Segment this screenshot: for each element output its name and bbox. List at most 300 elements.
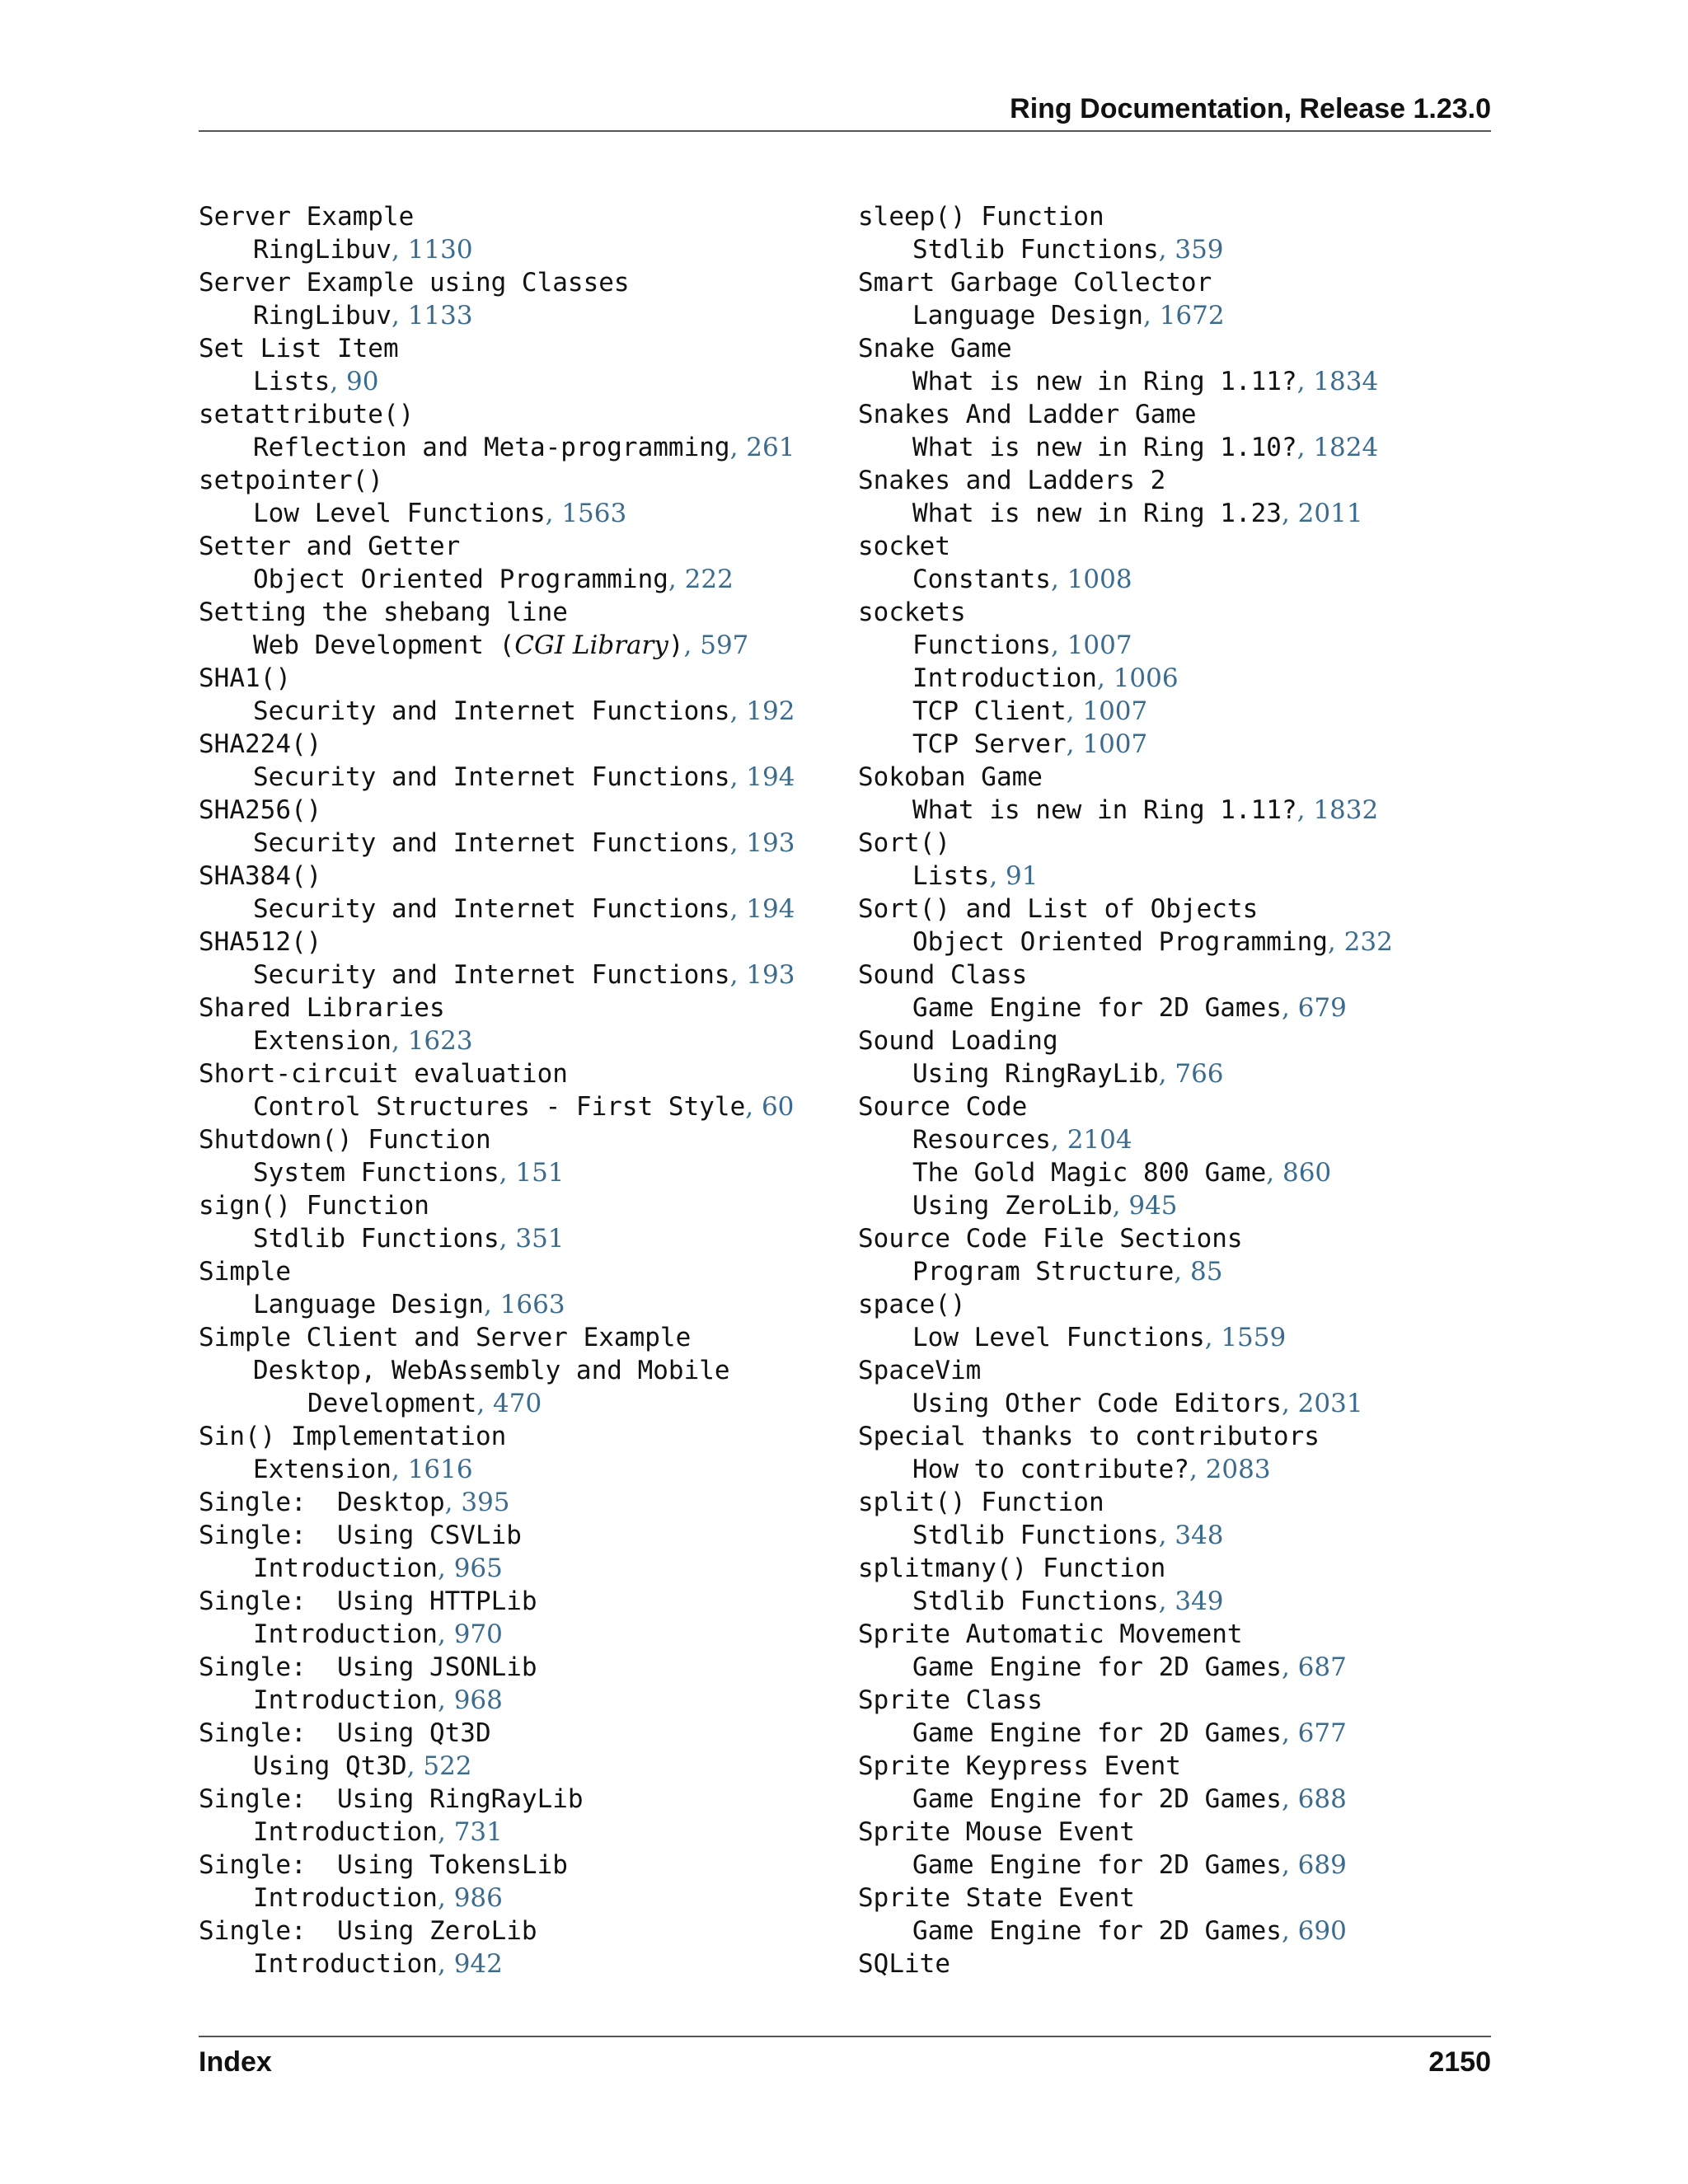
- index-subentry: [858, 1189, 1484, 1222]
- page-separator: ,: [437, 1619, 454, 1649]
- page-link[interactable]: 351: [515, 1224, 565, 1254]
- page-separator: ,: [1158, 1586, 1175, 1616]
- page-link[interactable]: 222: [684, 565, 734, 594]
- page-link[interactable]: 194: [746, 762, 795, 792]
- page-link[interactable]: 679: [1297, 993, 1347, 1023]
- page-link[interactable]: 470: [493, 1389, 542, 1418]
- index-term: [858, 266, 1484, 299]
- page-link[interactable]: 194: [746, 894, 795, 924]
- entry-text: Server Example: [199, 202, 415, 232]
- entry-text: Control Structures - First Style: [253, 1092, 746, 1122]
- page-link[interactable]: 1563: [561, 499, 627, 528]
- entry-text: Program Structure: [912, 1257, 1175, 1286]
- index-term: [858, 893, 1484, 926]
- entry-text: RingLibuv: [253, 301, 392, 330]
- index-term: [858, 596, 1484, 629]
- page-separator: ,: [1050, 565, 1067, 594]
- entry-text: Simple: [199, 1257, 291, 1286]
- entry-text: Server Example using Classes: [199, 268, 630, 298]
- entry-text: Introduction: [253, 1685, 438, 1715]
- footer-page-number: 2150: [1428, 2046, 1491, 2078]
- entry-text: Extension: [253, 1026, 392, 1056]
- page-separator: ,: [1266, 1158, 1282, 1188]
- entry-text: Single: Using RingRayLib: [199, 1784, 584, 1814]
- entry-text-after: ): [668, 630, 684, 660]
- index-term: [199, 530, 825, 563]
- index-term: [199, 1519, 825, 1552]
- page-separator: ,: [989, 861, 1006, 891]
- index-subentry: [858, 1519, 1484, 1552]
- index-subentry: [199, 1288, 825, 1321]
- index-term: [199, 464, 825, 497]
- page-separator: ,: [1281, 1916, 1298, 1946]
- index-term: [199, 398, 825, 431]
- index-term: [858, 1354, 1484, 1387]
- index-term: [199, 1651, 825, 1684]
- page-link[interactable]: 395: [461, 1488, 510, 1517]
- entry-text: Introduction: [253, 1619, 438, 1649]
- index-subentry: [858, 926, 1484, 958]
- index-subentry: [199, 497, 825, 530]
- page-separator: ,: [1112, 1191, 1129, 1221]
- entry-text: Sort(): [858, 828, 950, 858]
- page-link[interactable]: 731: [453, 1817, 503, 1847]
- page-link[interactable]: 60: [761, 1092, 795, 1122]
- page-link[interactable]: 945: [1128, 1191, 1178, 1221]
- entry-text: Reflection and Meta-programming: [253, 433, 730, 462]
- page-link[interactable]: 261: [746, 433, 795, 462]
- page-link[interactable]: 90: [346, 367, 379, 396]
- index-term: [199, 728, 825, 761]
- index-term: [199, 1585, 825, 1618]
- index-subentry: [199, 1816, 825, 1849]
- entry-text: Security and Internet Functions: [253, 828, 730, 858]
- page-separator: ,: [1066, 729, 1083, 759]
- index-subentry: [858, 1783, 1484, 1816]
- entry-text: Resources: [912, 1125, 1051, 1155]
- index-subentry: [858, 1255, 1484, 1288]
- running-header-title: Ring Documentation, Release 1.23.0: [1010, 93, 1491, 124]
- index-subentry: [199, 1222, 825, 1255]
- page-separator: ,: [1296, 367, 1314, 396]
- page-link[interactable]: 2031: [1297, 1389, 1363, 1418]
- index-subentry: [199, 761, 825, 794]
- page-separator: ,: [1281, 1652, 1298, 1682]
- entry-text: Single: Using TokensLib: [199, 1850, 568, 1880]
- page-link[interactable]: 1672: [1159, 301, 1225, 330]
- entry-text: Introduction: [253, 1883, 438, 1913]
- entry-text: Using Qt3D: [253, 1751, 407, 1781]
- index-subentry: [199, 1024, 825, 1057]
- index-term: [199, 1123, 825, 1156]
- page-separator: ,: [1281, 993, 1298, 1023]
- index-term: [199, 1189, 825, 1222]
- index-subentry: [858, 1585, 1484, 1618]
- entry-text: sign() Function: [199, 1191, 429, 1221]
- entry-text: Game Engine for 2D Games: [912, 993, 1282, 1023]
- page-separator: ,: [406, 1751, 424, 1781]
- index-subentry: [858, 1057, 1484, 1090]
- page-link[interactable]: 1006: [1113, 663, 1179, 693]
- page-separator: ,: [391, 1455, 408, 1484]
- page-separator: ,: [1204, 1323, 1221, 1352]
- page-separator: ,: [1281, 1718, 1298, 1748]
- page-link[interactable]: 688: [1297, 1784, 1347, 1814]
- page-link[interactable]: 1623: [407, 1026, 473, 1056]
- entry-text: Snake Game: [858, 334, 1012, 363]
- index-subentry: [858, 365, 1484, 398]
- index-subentry: [858, 1387, 1484, 1420]
- page-link[interactable]: 359: [1175, 235, 1224, 265]
- page-link[interactable]: 91: [1006, 861, 1039, 891]
- index-subentry: [858, 991, 1484, 1024]
- index-term: [199, 1255, 825, 1288]
- entry-text: Security and Internet Functions: [253, 696, 730, 726]
- entry-text: What is new in Ring 1.10?: [912, 433, 1297, 462]
- entry-text: Shutdown() Function: [199, 1125, 491, 1155]
- index-term: [199, 794, 825, 827]
- page-link[interactable]: 1130: [407, 235, 473, 265]
- index-term: [858, 464, 1484, 497]
- index-term: [858, 200, 1484, 233]
- entry-text: TCP Server: [912, 729, 1067, 759]
- index-subentry: [199, 1552, 825, 1585]
- index-term: [199, 1321, 825, 1354]
- page-link[interactable]: 1824: [1313, 433, 1379, 462]
- index-subentry: [199, 1750, 825, 1783]
- page-separator: ,: [745, 1092, 762, 1122]
- index-subentry: [199, 1947, 825, 1980]
- page-link[interactable]: 2083: [1205, 1455, 1271, 1484]
- page-link[interactable]: 860: [1282, 1158, 1332, 1188]
- entry-text: Extension: [253, 1455, 392, 1484]
- entry-text: Security and Internet Functions: [253, 894, 730, 924]
- index-term: [199, 1057, 825, 1090]
- entry-text: Using ZeroLib: [912, 1191, 1113, 1221]
- index-term: [199, 662, 825, 695]
- entry-text: Game Engine for 2D Games: [912, 1916, 1282, 1946]
- entry-text: What is new in Ring 1.23: [912, 499, 1282, 528]
- page-separator: ,: [668, 565, 685, 594]
- index-term: [199, 1717, 825, 1750]
- page-link[interactable]: 968: [453, 1685, 503, 1715]
- index-term: [858, 1024, 1484, 1057]
- entry-text: Short-circuit evaluation: [199, 1059, 568, 1089]
- page-link[interactable]: 1008: [1067, 565, 1132, 594]
- entry-text: Constants: [912, 565, 1051, 594]
- entry-text: Single: Using HTTPLib: [199, 1586, 537, 1616]
- entry-text: Introduction: [912, 663, 1097, 693]
- entry-text: split() Function: [858, 1488, 1104, 1517]
- page-separator: ,: [1050, 1125, 1067, 1155]
- entry-text: Introduction: [253, 1949, 438, 1979]
- page-link[interactable]: 1663: [499, 1290, 565, 1319]
- entry-text: The Gold Magic 800 Game: [912, 1158, 1267, 1188]
- page-separator: ,: [437, 1883, 454, 1913]
- page-link[interactable]: 348: [1175, 1521, 1224, 1550]
- entry-text: Smart Garbage Collector: [858, 268, 1212, 298]
- entry-text: SHA384(): [199, 861, 322, 891]
- page-link[interactable]: 192: [746, 696, 795, 726]
- entry-text: System Functions: [253, 1158, 499, 1188]
- index-term: [858, 332, 1484, 365]
- page-link[interactable]: 687: [1297, 1652, 1347, 1682]
- entry-text: RingLibuv: [253, 235, 392, 265]
- page-link[interactable]: 1007: [1067, 630, 1132, 660]
- entry-text: Web Development (: [253, 630, 515, 660]
- page-separator: ,: [330, 367, 347, 396]
- index-column-right: [858, 200, 1484, 1980]
- entry-text: TCP Client: [912, 696, 1067, 726]
- index-subentry: [858, 1849, 1484, 1882]
- index-subentry: [858, 1156, 1484, 1189]
- entry-text: Stdlib Functions: [912, 1586, 1159, 1616]
- page-link[interactable]: 689: [1297, 1850, 1347, 1880]
- entry-text: Source Code File Sections: [858, 1224, 1243, 1254]
- entry-text: Using Other Code Editors: [912, 1389, 1282, 1418]
- index-subentry: [858, 794, 1484, 827]
- page-separator: ,: [437, 1817, 454, 1847]
- page-separator: ,: [1281, 1850, 1298, 1880]
- index-subentry: [199, 563, 825, 596]
- header-divider: [199, 130, 1491, 132]
- index-term: [858, 1486, 1484, 1519]
- entry-text: splitmany() Function: [858, 1554, 1166, 1583]
- index-term: [199, 200, 825, 233]
- index-term: [858, 1882, 1484, 1915]
- page-separator: ,: [683, 630, 701, 660]
- index-term: [199, 1915, 825, 1947]
- page-link[interactable]: 85: [1190, 1257, 1223, 1286]
- entry-text: Introduction: [253, 1554, 438, 1583]
- page-separator: ,: [1174, 1257, 1190, 1286]
- page-link[interactable]: 2104: [1067, 1125, 1132, 1155]
- page-link[interactable]: 1007: [1082, 729, 1148, 759]
- index-subentry: [199, 958, 825, 991]
- index-term: [858, 1618, 1484, 1651]
- index-subentry: [199, 629, 825, 662]
- index-subentry: [858, 1321, 1484, 1354]
- page-link[interactable]: 193: [746, 960, 795, 990]
- page-separator: ,: [729, 828, 747, 858]
- entry-text: space(): [858, 1290, 966, 1319]
- entry-text: Shared Libraries: [199, 993, 445, 1023]
- entry-text: Sprite Class: [858, 1685, 1043, 1715]
- index-subentry: [858, 728, 1484, 761]
- entry-text: SQLite: [858, 1949, 950, 1979]
- index-term: [858, 1222, 1484, 1255]
- page-separator: ,: [437, 1685, 454, 1715]
- index-subentry: [199, 695, 825, 728]
- index-subentry: [199, 1684, 825, 1717]
- entry-text: Sprite Automatic Movement: [858, 1619, 1243, 1649]
- page-separator: ,: [1050, 630, 1067, 660]
- index-term: [199, 596, 825, 629]
- entry-text: Using RingRayLib: [912, 1059, 1159, 1089]
- index-subentry: [858, 1453, 1484, 1486]
- page-link[interactable]: 690: [1297, 1916, 1347, 1946]
- entry-text: Stdlib Functions: [253, 1224, 499, 1254]
- page-separator: ,: [1142, 301, 1160, 330]
- index-term: [858, 1684, 1484, 1717]
- entry-text: Stdlib Functions: [912, 1521, 1159, 1550]
- index-subentry: [199, 827, 825, 860]
- footer-section-label: Index: [199, 2046, 272, 2078]
- page-link[interactable]: 522: [423, 1751, 472, 1781]
- page-separator: ,: [545, 499, 562, 528]
- entry-text: Development: [307, 1389, 477, 1418]
- page-link[interactable]: 965: [453, 1554, 503, 1583]
- page-separator: ,: [729, 433, 747, 462]
- entry-text: Introduction: [253, 1817, 438, 1847]
- entry-text: Game Engine for 2D Games: [912, 1784, 1282, 1814]
- index-subentry: [199, 233, 825, 266]
- entry-text: Sprite Keypress Event: [858, 1751, 1181, 1781]
- index-term: [858, 530, 1484, 563]
- page-separator: ,: [499, 1158, 516, 1188]
- entry-text: Functions: [912, 630, 1051, 660]
- page-link[interactable]: 942: [453, 1949, 503, 1979]
- page-separator: ,: [1281, 1784, 1298, 1814]
- page-separator: ,: [1296, 795, 1314, 825]
- index-term: [199, 1486, 825, 1519]
- entry-text: SpaceVim: [858, 1356, 982, 1385]
- entry-text: Security and Internet Functions: [253, 960, 730, 990]
- page-link[interactable]: 232: [1343, 927, 1393, 957]
- index-subentry: [858, 860, 1484, 893]
- entry-text: Sprite Mouse Event: [858, 1817, 1135, 1847]
- index-subentry: [858, 1123, 1484, 1156]
- footer-divider: [199, 2036, 1491, 2037]
- index-term: [199, 266, 825, 299]
- index-subentry: [199, 1882, 825, 1915]
- index-subentry: [858, 431, 1484, 464]
- page-link[interactable]: 597: [700, 630, 749, 660]
- page-link[interactable]: 1007: [1082, 696, 1148, 726]
- page-link[interactable]: 1133: [407, 301, 473, 330]
- page-separator: ,: [391, 1026, 408, 1056]
- index-subentry: [858, 1915, 1484, 1947]
- entry-text: Simple Client and Server Example: [199, 1323, 692, 1352]
- page-separator: ,: [1066, 696, 1083, 726]
- page-link[interactable]: 2011: [1297, 499, 1363, 528]
- page-separator: ,: [1281, 1389, 1298, 1418]
- page-separator: ,: [729, 696, 747, 726]
- entry-text: Set List Item: [199, 334, 399, 363]
- entry-italic-text: CGI Library: [514, 630, 668, 660]
- index-term: [858, 761, 1484, 794]
- page-separator: ,: [437, 1949, 454, 1979]
- entry-text: socket: [858, 532, 950, 561]
- index-term: [858, 958, 1484, 991]
- index-term: [858, 1750, 1484, 1783]
- index-term: [199, 1420, 825, 1453]
- index-term: [858, 1552, 1484, 1585]
- entry-text: What is new in Ring 1.11?: [912, 795, 1297, 825]
- index-term: [199, 991, 825, 1024]
- index-subentry: [858, 299, 1484, 332]
- index-subentry: [199, 1453, 825, 1486]
- page-separator: ,: [483, 1290, 500, 1319]
- index-term: [199, 926, 825, 958]
- entry-text: Sprite State Event: [858, 1883, 1135, 1913]
- index-subentry: [199, 1618, 825, 1651]
- index-term: [199, 1783, 825, 1816]
- page-separator: ,: [729, 894, 747, 924]
- page-separator: ,: [1158, 1521, 1175, 1550]
- entry-text: Game Engine for 2D Games: [912, 1850, 1282, 1880]
- page-separator: ,: [1327, 927, 1344, 957]
- entry-text: Lists: [912, 861, 990, 891]
- entry-text: Snakes And Ladder Game: [858, 400, 1197, 429]
- entry-text: Setting the shebang line: [199, 598, 568, 627]
- index-subentry: [199, 365, 825, 398]
- page-separator: ,: [437, 1554, 454, 1583]
- entry-text: setattribute(): [199, 400, 415, 429]
- entry-text: What is new in Ring 1.11?: [912, 367, 1297, 396]
- page-link[interactable]: 766: [1175, 1059, 1224, 1089]
- index-subentry: [199, 893, 825, 926]
- entry-text: Sound Class: [858, 960, 1028, 990]
- index-term: [858, 1090, 1484, 1123]
- entry-text: Language Design: [253, 1290, 484, 1319]
- page-separator: ,: [1296, 433, 1314, 462]
- page-separator: ,: [444, 1488, 462, 1517]
- entry-text: Low Level Functions: [253, 499, 546, 528]
- index-subentry: [858, 629, 1484, 662]
- index-subentry: [858, 662, 1484, 695]
- entry-text: Game Engine for 2D Games: [912, 1718, 1282, 1748]
- entry-text: Sort() and List of Objects: [858, 894, 1259, 924]
- page-link[interactable]: 970: [453, 1619, 503, 1649]
- index-subentry: [858, 1717, 1484, 1750]
- entry-text: Setter and Getter: [199, 532, 461, 561]
- entry-text: Source Code: [858, 1092, 1028, 1122]
- page-link[interactable]: 1616: [407, 1455, 473, 1484]
- page-separator: ,: [391, 301, 408, 330]
- index-subentry: [199, 1387, 825, 1420]
- page-separator: ,: [499, 1224, 516, 1254]
- index-subentry: [199, 1156, 825, 1189]
- page-link[interactable]: 1559: [1221, 1323, 1287, 1352]
- entry-text: SHA256(): [199, 795, 322, 825]
- entry-text: sleep() Function: [858, 202, 1104, 232]
- page-separator: ,: [1158, 1059, 1175, 1089]
- entry-text: Sin() Implementation: [199, 1422, 507, 1451]
- entry-text: Sokoban Game: [858, 762, 1043, 792]
- page-link[interactable]: 193: [746, 828, 795, 858]
- page-link[interactable]: 349: [1175, 1586, 1224, 1616]
- entry-text: Object Oriented Programming: [253, 565, 668, 594]
- page-link[interactable]: 1832: [1313, 795, 1379, 825]
- index-subentry: [858, 1651, 1484, 1684]
- index-subentry: [199, 1090, 825, 1123]
- entry-text: How to contribute?: [912, 1455, 1189, 1484]
- page-link[interactable]: 1834: [1313, 367, 1379, 396]
- entry-text: Low Level Functions: [912, 1323, 1205, 1352]
- index-term: [858, 1420, 1484, 1453]
- page-separator: ,: [1189, 1455, 1206, 1484]
- entry-text: Desktop, WebAssembly and Mobile: [253, 1356, 730, 1385]
- entry-text: Object Oriented Programming: [912, 927, 1328, 957]
- entry-text: Single: Using CSVLib: [199, 1521, 522, 1550]
- page-link[interactable]: 151: [515, 1158, 565, 1188]
- entry-text: Language Design: [912, 301, 1143, 330]
- entry-text: SHA512(): [199, 927, 322, 957]
- page-link[interactable]: 677: [1297, 1718, 1347, 1748]
- page-link[interactable]: 986: [453, 1883, 503, 1913]
- page-separator: ,: [729, 762, 747, 792]
